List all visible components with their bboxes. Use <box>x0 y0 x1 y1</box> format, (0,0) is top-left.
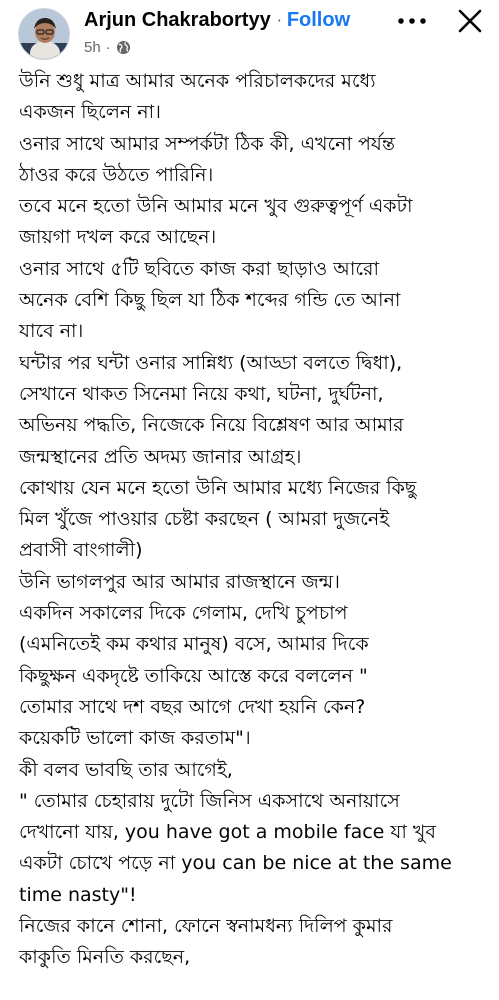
name-separator: · <box>276 10 282 30</box>
close-icon <box>457 8 483 34</box>
post-text-line: সেখানে থাকত সিনেমা নিয়ে কথা, ঘটনা, দুর্ঘটনা, <box>19 382 384 405</box>
post-text-line: time nasty"! <box>19 883 137 906</box>
author-avatar[interactable] <box>18 8 70 60</box>
author-line <box>84 6 350 34</box>
globe-icon <box>116 40 131 55</box>
post-text-line: ওনার সাথে ৫টি ছবিতে কাজ করা ছাড়াও আরো <box>19 257 379 280</box>
post-text-line: একদিন সকালের দিকে গেলাম, দেখি চুপচাপ <box>19 602 348 625</box>
post-text-line: তোমার সাথে দশ বছর আগে দেখা হয়নি কেন? <box>19 695 366 718</box>
post-header <box>0 0 499 66</box>
post-text-line: (এমনিতেই কম কথার মানুষ) বসে, আমার দিকে <box>19 633 369 656</box>
post-text-line: প্রবাসী বাংগালী) <box>19 539 143 562</box>
post-text-line: একটা চোখে পড়ে না you can be nice at the same <box>19 852 452 875</box>
post-text-line: ঠাওর করে উঠতে পারিনি। <box>19 163 214 186</box>
meta-separator: · <box>105 38 111 56</box>
post-text-line: মিল খুঁজে পাওয়ার চেষ্টা করছেন ( আমরা দুজনেই <box>19 508 390 531</box>
author-name[interactable]: Arjun Chakrabortyy <box>84 8 271 31</box>
post-text-line: কোথায় যেন মনে হতো উনি আমার মধ্যে নিজের কিছু <box>19 476 417 499</box>
post-text-line: অভিনয় পদ্ধতি, নিজেকে নিয়ে বিশ্লেষণ আর আমার <box>19 414 404 437</box>
post-text-line: একজন ছিলেন না। <box>19 101 161 124</box>
post-text-line: কিছুক্ষন একদৃষ্টে তাকিয়ে আস্তে করে বললেন " <box>19 664 368 687</box>
post-text-line: তবে মনে হতো উনি আমার মনে খুব গুরুত্বপূর্ণ একটা <box>19 195 413 218</box>
post-meta <box>84 37 131 57</box>
post-text-line: দেখানো যায়, you have got a mobile face যা খুব <box>19 821 436 844</box>
post-text-line: যাবে না। <box>19 320 84 343</box>
avatar-image <box>19 9 70 60</box>
more-options-button[interactable] <box>392 8 432 34</box>
post-text-line: " তোমার চেহারায় দুটো জিনিস একসাথে অনায়াসে <box>19 789 400 812</box>
post-text-line: নিজের কানে শোনা, ফোনে স্বনামধন্য দিলিপ কুমার <box>19 915 393 938</box>
follow-button[interactable]: Follow <box>286 8 351 31</box>
post-text-line: জন্মস্থানের প্রতি অদম্য জানার আগ্রহ। <box>19 445 302 468</box>
post-text-line: কী বলব ভাবছি তার আগেই, <box>19 758 233 781</box>
post-text-line: অনেক বেশি কিছু ছিল যা ঠিক শব্দের গন্ডি তে আনা <box>19 289 401 312</box>
post-text-line: কয়েকটি ভালো কাজ করতাম"। <box>19 727 251 750</box>
post-text-line: উনি ভাগলপুর আর আমার রাজস্থানে জন্ম। <box>19 570 340 593</box>
post-text-line: জায়গা দখল করে আছেন। <box>19 226 217 249</box>
post-text-line: ঘন্টার পর ঘন্টা ওনার সান্নিধ্য (আড্ডা বলতে দ্বিধা), <box>19 351 403 374</box>
post-text-line: ওনার সাথে আমার সম্পর্কটা ঠিক কী, এখনো পর্যন্ত <box>19 132 395 155</box>
post-text-line: কাকুতি মিনতি করছেন, <box>19 946 191 969</box>
post-text-line: উনি শুধু মাত্র আমার অনেক পরিচালকদের মধ্যে <box>19 70 376 92</box>
more-options-icon <box>397 17 427 25</box>
post-time[interactable]: 5h <box>84 38 101 56</box>
post-text <box>19 66 495 974</box>
close-button[interactable] <box>452 4 488 38</box>
